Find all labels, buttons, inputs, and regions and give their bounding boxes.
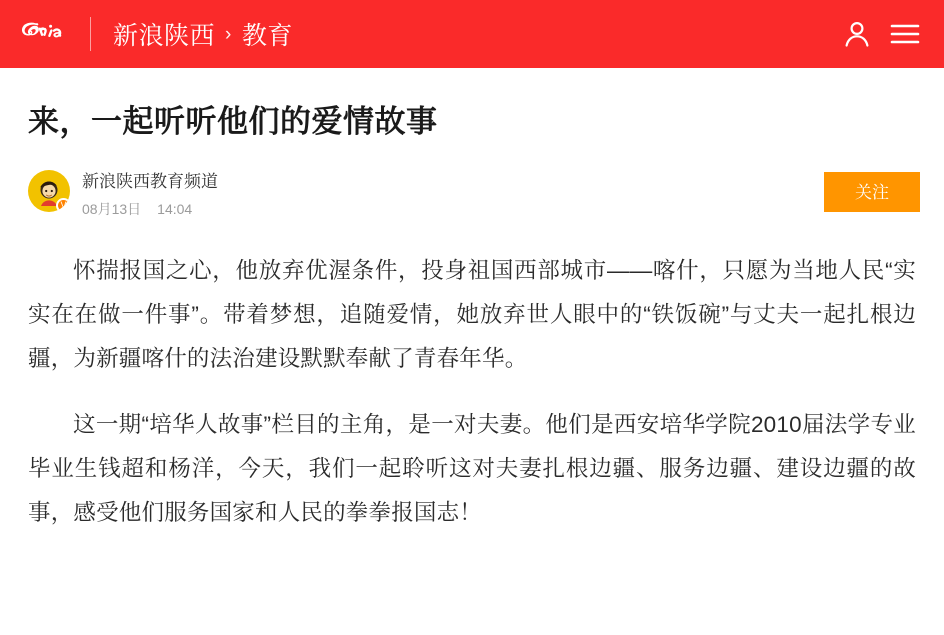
chevron-right-icon: ›: [225, 24, 232, 45]
top-navigation-bar: [0, 0, 944, 68]
page-title: 来，一起听听他们的爱情故事: [28, 104, 438, 139]
publish-time: 14:04: [157, 201, 193, 218]
breadcrumb-site[interactable]: 新浪陕西: [113, 22, 216, 50]
article-meta: [82, 199, 218, 219]
article-container: [0, 102, 944, 535]
follow-button[interactable]: 关注: [824, 172, 920, 212]
byline-text: [82, 170, 218, 219]
avatar[interactable]: [28, 170, 70, 212]
byline: [28, 170, 920, 219]
article-paragraph: 怀揣报国之心，他放弃优渥条件，投身祖国西部城市——喀什，只愿为当地人民“实实在在做一件事”。带着梦想，追随爱情，她放弃世人眼中的“铁饭碗”与丈夫一起扎根边疆，为新疆喀什的法治建设默默奉献了青春年华。: [28, 258, 916, 372]
publish-date: 08月13日: [82, 201, 142, 218]
hamburger-menu-icon[interactable]: [884, 13, 926, 55]
sina-logo-icon[interactable]: [22, 14, 76, 54]
article-body: [28, 249, 916, 535]
article-paragraph: 这一期“培华人故事”栏目的主角，是一对夫妻。他们是西安培华学院2010届法学专业毕业生钱超和杨洋，今天，我们一起聆听这对夫妻扎根边疆、服务边疆、建设边疆的故事，感受他们服务国家和人民的拳拳报国志！: [28, 412, 916, 526]
breadcrumb-section[interactable]: 教育: [241, 22, 293, 50]
verified-badge: V: [56, 198, 70, 212]
user-account-icon[interactable]: [836, 13, 878, 55]
header-divider: [90, 17, 91, 51]
author-name[interactable]: 新浪陕西教育频道: [82, 172, 218, 192]
breadcrumb: [113, 16, 293, 52]
